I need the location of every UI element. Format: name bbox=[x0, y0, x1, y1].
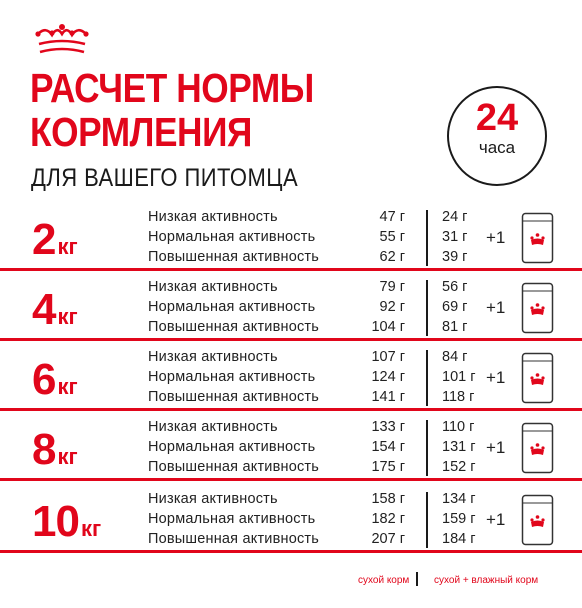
weight-block bbox=[0, 490, 582, 552]
activity-label: Повышенная активность bbox=[148, 459, 319, 475]
activity-row bbox=[0, 458, 582, 476]
mixed-food-amount: 31 г bbox=[442, 229, 468, 245]
block-divider bbox=[0, 338, 582, 341]
dry-food-amount: 107 г bbox=[371, 349, 405, 365]
activity-label: Низкая активность bbox=[148, 279, 278, 295]
mixed-food-amount: 159 г bbox=[442, 511, 476, 527]
dry-food-amount: 79 г bbox=[379, 279, 405, 295]
page-title-line: КОРМЛЕНИЯ bbox=[30, 109, 252, 155]
hours-badge bbox=[447, 86, 547, 186]
plus-pouch-label: +1 bbox=[486, 228, 506, 247]
mixed-food-amount: 152 г bbox=[442, 459, 476, 475]
dry-food-amount: 92 г bbox=[379, 299, 405, 315]
weight-number: 10 bbox=[32, 497, 79, 546]
activity-label: Низкая активность bbox=[148, 349, 278, 365]
weight-unit: кг bbox=[57, 234, 78, 259]
weight-unit: кг bbox=[80, 516, 102, 541]
page-title bbox=[30, 66, 314, 154]
activity-label: Нормальная активность bbox=[148, 299, 316, 315]
activity-row bbox=[0, 348, 582, 366]
dry-food-amount: 124 г bbox=[371, 369, 405, 385]
mixed-food-amount: 110 г bbox=[442, 419, 475, 435]
weight-number: 4 bbox=[32, 285, 56, 334]
plus-pouch-label: +1 bbox=[486, 510, 506, 529]
block-divider bbox=[0, 550, 582, 553]
wet-food-pouch-icon bbox=[521, 212, 554, 264]
legend-divider bbox=[416, 572, 418, 586]
activity-row bbox=[0, 278, 582, 296]
block-divider bbox=[0, 478, 582, 481]
activity-label: Повышенная активность bbox=[148, 389, 319, 405]
weight-unit: кг bbox=[57, 444, 78, 469]
activity-row bbox=[0, 530, 582, 548]
column-divider bbox=[426, 210, 428, 266]
weight-number: 8 bbox=[32, 425, 56, 474]
mixed-food-amount: 84 г bbox=[442, 349, 468, 365]
column-divider bbox=[426, 492, 428, 548]
activity-row bbox=[0, 388, 582, 406]
plus-pouch-label: +1 bbox=[486, 298, 506, 317]
mixed-food-amount: 184 г bbox=[442, 531, 476, 547]
legend-dry: сухой корм bbox=[358, 575, 410, 586]
activity-label: Нормальная активность bbox=[148, 369, 316, 385]
activity-row bbox=[0, 318, 582, 336]
activity-row bbox=[0, 208, 582, 226]
dry-food-amount: 158 г bbox=[371, 491, 405, 507]
royal-canin-crown-icon bbox=[32, 22, 92, 58]
activity-label: Низкая активность bbox=[148, 491, 278, 507]
block-divider bbox=[0, 268, 582, 271]
wet-food-pouch-icon bbox=[521, 422, 554, 474]
dry-food-amount: 133 г bbox=[371, 419, 405, 435]
weight-number: 6 bbox=[32, 355, 56, 404]
activity-label: Нормальная активность bbox=[148, 229, 316, 245]
weight-block bbox=[0, 418, 582, 480]
mixed-food-amount: 118 г bbox=[442, 389, 475, 405]
dry-food-amount: 62 г bbox=[379, 249, 405, 265]
column-divider bbox=[426, 350, 428, 406]
plus-pouch-label: +1 bbox=[486, 368, 506, 387]
activity-row bbox=[0, 418, 582, 436]
dry-food-amount: 175 г bbox=[371, 459, 405, 475]
activity-label: Низкая активность bbox=[148, 209, 278, 225]
mixed-food-amount: 39 г bbox=[442, 249, 468, 265]
dry-food-amount: 55 г bbox=[379, 229, 405, 245]
dry-food-amount: 104 г bbox=[371, 319, 405, 335]
activity-label: Повышенная активность bbox=[148, 319, 319, 335]
mixed-food-amount: 131 г bbox=[442, 439, 476, 455]
wet-food-pouch-icon bbox=[521, 282, 554, 334]
wet-food-pouch-icon bbox=[521, 494, 554, 546]
page-subtitle: ДЛЯ ВАШЕГО ПИТОМЦА bbox=[31, 164, 299, 192]
legend-wet: сухой + влажный корм bbox=[434, 575, 539, 586]
activity-row bbox=[0, 248, 582, 266]
dry-food-amount: 141 г bbox=[371, 389, 405, 405]
weight-block bbox=[0, 348, 582, 410]
plus-pouch-label: +1 bbox=[486, 438, 506, 457]
dry-food-amount: 207 г bbox=[371, 531, 405, 547]
column-divider bbox=[426, 280, 428, 336]
activity-label: Повышенная активность bbox=[148, 531, 319, 547]
activity-label: Низкая активность bbox=[148, 419, 278, 435]
mixed-food-amount: 134 г bbox=[442, 491, 476, 507]
dry-food-amount: 47 г bbox=[379, 209, 405, 225]
weight-block bbox=[0, 208, 582, 270]
weight-unit: кг bbox=[57, 304, 78, 329]
block-divider bbox=[0, 408, 582, 411]
badge-number: 24 bbox=[475, 97, 519, 139]
dry-food-amount: 154 г bbox=[371, 439, 405, 455]
weight-block bbox=[0, 278, 582, 340]
activity-label: Нормальная активность bbox=[148, 439, 316, 455]
wet-food-pouch-icon bbox=[521, 352, 554, 404]
mixed-food-amount: 101 г bbox=[442, 369, 476, 385]
mixed-food-amount: 81 г bbox=[442, 319, 468, 335]
activity-label: Повышенная активность bbox=[148, 249, 319, 265]
page-title-line: РАСЧЕТ НОРМЫ bbox=[30, 65, 314, 111]
dry-food-amount: 182 г bbox=[371, 511, 405, 527]
mixed-food-amount: 56 г bbox=[442, 279, 468, 295]
activity-label: Нормальная активность bbox=[148, 511, 316, 527]
weight-number: 2 bbox=[32, 215, 56, 264]
mixed-food-amount: 69 г bbox=[442, 299, 468, 315]
mixed-food-amount: 24 г bbox=[442, 209, 468, 225]
activity-row bbox=[0, 490, 582, 508]
weight-unit: кг bbox=[57, 374, 78, 399]
badge-unit: часа bbox=[478, 138, 516, 157]
column-divider bbox=[426, 420, 428, 476]
